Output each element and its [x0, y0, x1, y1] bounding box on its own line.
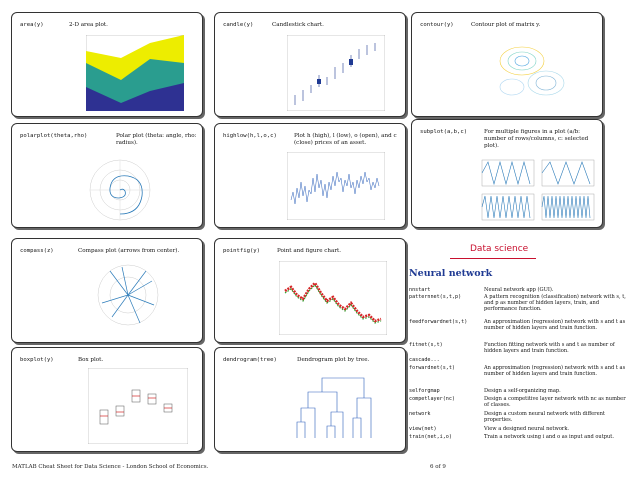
function-name: competlayer(nc): [409, 396, 456, 402]
function-name: network: [409, 411, 431, 417]
card-command: dendrogram(tree): [223, 357, 277, 363]
card-command: compass(z): [20, 248, 54, 254]
card-command: candle(y): [223, 22, 254, 28]
card-command: polarplot(theta,rho): [20, 133, 88, 139]
area-plot: [86, 35, 184, 111]
function-name: patternnet(s,t,p): [409, 294, 462, 300]
function-name: forwardnet(s,t): [409, 365, 456, 371]
subsection-title: Neural network: [409, 268, 493, 279]
highlow-plot: [287, 152, 385, 220]
dendrogram-plot: [287, 368, 387, 444]
card-contour: [411, 12, 603, 117]
card-polarplot: [11, 123, 203, 228]
function-name: fitnet(s,t): [409, 342, 443, 348]
section-divider: [450, 258, 536, 259]
function-desc: Function fitting network with s and t as number of hidden layers and train function.: [484, 342, 615, 355]
function-desc: An approximation (regression) network with s and t as number of hidden layers and train function.: [484, 319, 626, 332]
function-desc: A pattern recognition (classification) network with s, t, and p as number of hidden layers, train, and performance function.: [484, 294, 626, 313]
card-description: Point and figure chart.: [277, 248, 342, 254]
function-desc: Design a self-organizing map.: [484, 388, 561, 394]
card-pointfig: [214, 238, 406, 343]
card-boxplot: [11, 347, 203, 452]
function-name: selforgmap: [409, 388, 440, 394]
card-description: Polar plot (theta: angle, rho: radius).: [116, 133, 197, 146]
box-plot: [88, 368, 188, 444]
card-subplot: [411, 119, 603, 228]
card-command: area(y): [20, 22, 44, 28]
card-command: boxplot(y): [20, 357, 54, 363]
function-desc: An approximation (regression) network with s and t as number of hidden layers and train function.: [484, 365, 626, 378]
function-name: cascade...: [409, 357, 440, 363]
polar-plot: [80, 154, 160, 226]
function-desc: Train a network using i and o as input and output.: [484, 434, 614, 440]
card-candle: [214, 12, 406, 117]
card-highlow: [214, 123, 406, 228]
function-name: nnstart: [409, 287, 431, 293]
page-number: 6 of 9: [430, 464, 446, 470]
card-area: [11, 12, 203, 117]
function-name: feedforwardnet(s,t): [409, 319, 468, 325]
card-description: Candlestick chart.: [272, 22, 324, 28]
function-name: view(net): [409, 426, 437, 432]
candle-plot: [287, 35, 385, 111]
card-description: For multiple figures in a plot (a/b: number of rows/columns, c: selected plot).: [484, 129, 589, 149]
card-description: Compass plot (arrows from center).: [78, 248, 180, 254]
card-command: pointfig(y): [223, 248, 261, 254]
contour-plot: [482, 35, 582, 111]
card-description: Plot h (high), l (low), o (open), and c (close) prices of an asset.: [294, 133, 397, 146]
card-dendrogram: [214, 347, 406, 452]
pointfig-plot: [279, 261, 387, 335]
subplot-grid: [480, 158, 596, 224]
card-command: subplot(a,b,c): [420, 129, 468, 135]
card-command: highlow(h,l,o,c): [223, 133, 277, 139]
card-compass: [11, 238, 203, 343]
card-description: Box plot.: [78, 357, 104, 363]
section-title: Data science: [470, 244, 529, 254]
function-desc: Neural network app (GUI).: [484, 287, 554, 293]
function-desc: Design a custom neural network with different properties.: [484, 411, 605, 424]
function-desc: View a designed neural network.: [484, 426, 570, 432]
card-description: Dendrogram plot by tree.: [297, 357, 370, 363]
card-command: contour(y): [420, 22, 454, 28]
card-description: Contour plot of matrix y.: [471, 22, 541, 28]
function-desc: Design a competitive layer network with nc as number of classes.: [484, 396, 626, 409]
compass-plot: [92, 259, 164, 331]
card-description: 2-D area plot.: [69, 22, 108, 28]
footer-text: MATLAB Cheat Sheet for Data Science - London School of Economics.: [12, 464, 209, 470]
function-name: train(net,i,o): [409, 434, 452, 440]
